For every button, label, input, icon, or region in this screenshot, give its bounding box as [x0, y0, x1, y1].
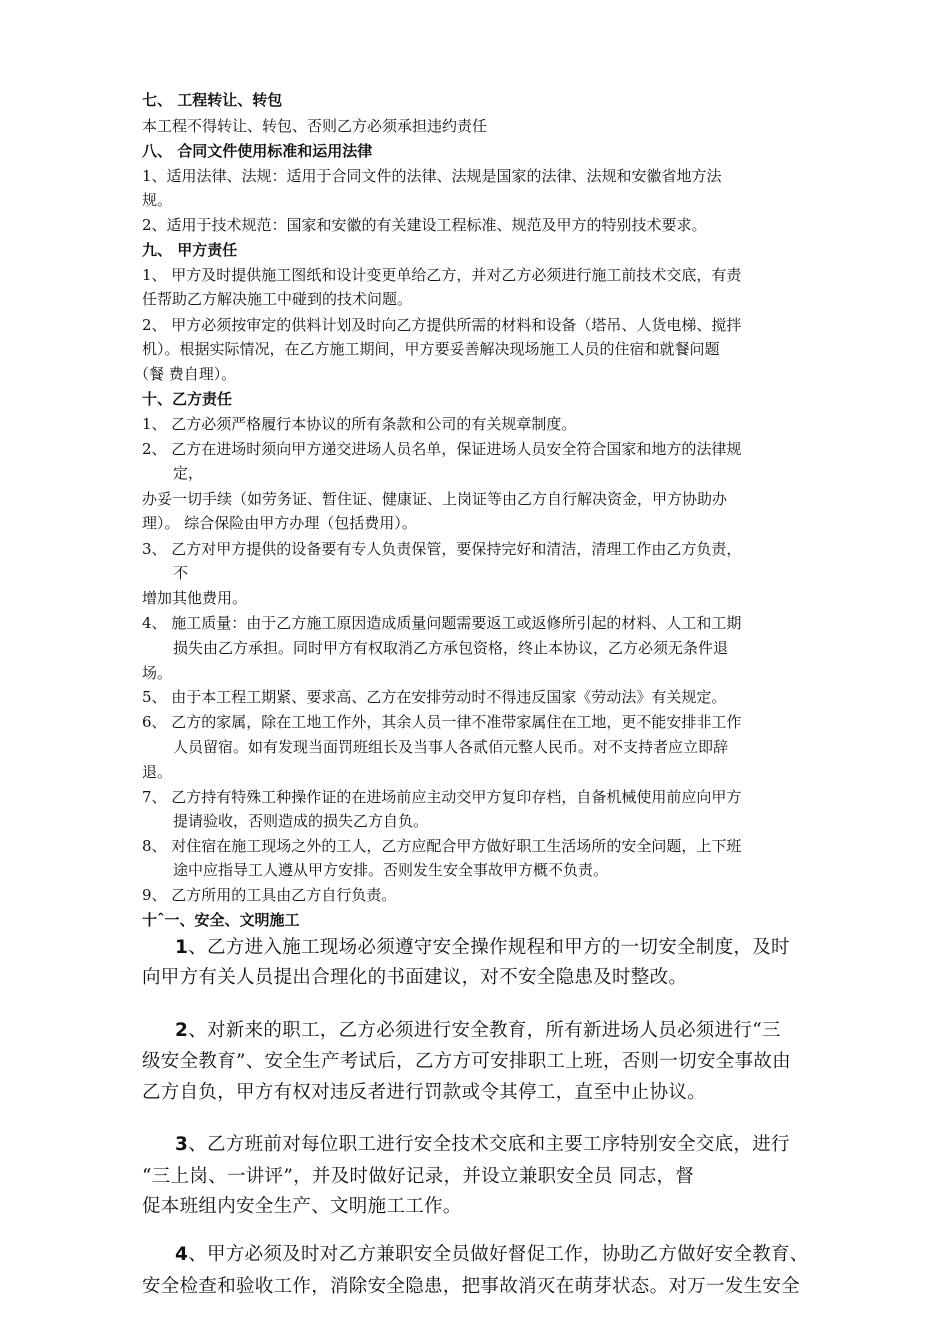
section-10-line: 不 — [173, 564, 189, 582]
section-9-line: （餐 费自理）。 — [134, 365, 237, 383]
section-10-title: 十、乙方责任 — [142, 390, 233, 408]
section-11-para-line: 向甲方有关人员提出合理化的书面建议，对不安全隐患及时整改。 — [142, 967, 688, 988]
section-10-line: 3、 乙方对甲方提供的设备要有专人负责保管，要保持完好和清洁，清理工作由乙方负责， — [142, 540, 742, 558]
section-10-line: 增加其他费用。 — [142, 589, 248, 607]
section-8-line: 规。 — [142, 191, 173, 209]
section-11-para-2 — [175, 1016, 781, 1046]
section-10-line: 8、 对住宿在施工现场之外的工人，乙方应配合甲方做好职工生活场所的安全问题，上下班 — [142, 837, 742, 855]
section-8-title: 八、 合同文件使用标准和运用法律 — [142, 142, 373, 160]
section-10-line: 场。 — [142, 664, 173, 682]
section-11-para-line: 安全检查和验收工作，消除安全隐患，把事故消灭在萌芽状态。对万一发生安全 — [142, 1276, 801, 1297]
section-9-line: 1、 甲方及时提供施工图纸和设计变更单给乙方，并对乙方必须进行施工前技术交底，有责 — [142, 266, 742, 284]
section-11-para-line: 促本班组内安全生产、文明施工工作。 — [142, 1196, 462, 1217]
section-9-line: 2、 甲方必须按审定的供料计划及时向乙方提供所需的材料和设备（塔吊、人货电梯、搅拌 — [142, 316, 742, 334]
section-10-line: 1、 乙方必须严格履行本协议的所有条款和公司的有关规章制度。 — [142, 415, 577, 433]
section-11-para-line: “三上岗、一讲评”，并及时做好记录，并设立兼职安全员 同志，督 — [142, 1166, 695, 1187]
para-text: 、乙方进入施工现场必须遵守安全操作规程和甲方的一切安全制度，及时 — [188, 937, 790, 958]
section-10-line: 提请验收，否则造成的损失乙方自负。 — [173, 812, 429, 830]
section-10-line: 损失由乙方承担。同时甲方有权取消乙方承包资格，终止本协议，乙方必须无条件退 — [173, 639, 729, 657]
section-10-line: 理）。 综合保险由甲方办理（包括费用）。 — [142, 514, 417, 532]
section-11-title: 十ˆ一、安全、文明施工 — [142, 911, 300, 929]
section-10-line: 办妥一切手续（如劳务证、暂住证、健康证、上岗证等由乙方自行解决资金，甲方协助办 — [142, 490, 728, 508]
section-10-line: 退。 — [142, 763, 173, 781]
section-11-para-4 — [175, 1240, 809, 1270]
section-11-para-3 — [175, 1130, 790, 1160]
section-8-line: 2、适用于技术规范：国家和安徽的有关建设工程标准、规范及甲方的特别技术要求。 — [142, 216, 707, 234]
para-number: 2 — [175, 1020, 189, 1041]
para-text: 、甲方必须及时对乙方兼职安全员做好督促工作，协助乙方做好安全教育、 — [188, 1244, 809, 1265]
section-10-line: 9、 乙方所用的工具由乙方自行负责。 — [142, 886, 397, 904]
section-9-line: 机）。根据实际情况，在乙方施工期间，甲方要妥善解决现场施工人员的住宿和就餐问题 — [142, 340, 720, 358]
para-number: 1 — [175, 937, 189, 958]
para-text: 、乙方班前对每位职工进行安全技术交底和主要工序特别安全交底，进行 — [188, 1134, 790, 1155]
section-10-line: 7、 乙方持有特殊工种操作证的在进场前应主动交甲方复印存档，自备机械使用前应向甲方 — [142, 788, 742, 806]
section-7-line: 本工程不得转让、转包、否则乙方必须承担违约责任 — [142, 117, 488, 135]
section-9-title: 九、 甲方责任 — [142, 241, 238, 259]
section-11-para-1 — [175, 933, 790, 963]
section-7-title: 七、 工程转让、转包 — [142, 91, 283, 109]
section-11-para-line: 级安全教育”、安全生产考试后，乙方方可安排职工上班，否则一切安全事故由 — [142, 1051, 791, 1072]
section-10-line: 2、 乙方在进场时须向甲方递交进场人员名单，保证进场人员安全符合国家和地方的法律规 — [142, 440, 742, 458]
section-10-line: 定， — [173, 464, 204, 482]
section-10-line: 人员留宿。如有发现当面罚班组长及当事人各贰佰元整人民币。对不支持者应立即辞 — [173, 738, 729, 756]
para-number: 4 — [175, 1244, 189, 1265]
section-10-line: 5、 由于本工程工期紧、要求高、乙方在安排劳动时不得违反国家《劳动法》有关规定。 — [142, 688, 727, 706]
section-10-line: 4、 施工质量：由于乙方施工原因造成质量问题需要返工或返修所引起的材料、人工和工期 — [142, 614, 742, 632]
section-10-line: 途中应指导工人遵从甲方安排。否则发生安全事故甲方概不负责。 — [173, 861, 609, 879]
para-number: 3 — [175, 1134, 189, 1155]
section-8-line: 1、适用法律、法规：适用于合同文件的法律、法规是国家的法律、法规和安徽省地方法 — [142, 167, 722, 185]
section-10-line: 6、 乙方的家属，除在工地工作外，其余人员一律不准带家属住在工地，更不能安排非工作 — [142, 713, 742, 731]
section-9-line: 任帮助乙方解决施工中碰到的技术问题。 — [142, 290, 413, 308]
section-11-para-line: 乙方自负，甲方有权对违反者进行罚款或令其停工，直至中止协议。 — [142, 1082, 707, 1103]
para-text: 、对新来的职工，乙方必须进行安全教育，所有新进场人员必须进行“三 — [188, 1020, 781, 1041]
